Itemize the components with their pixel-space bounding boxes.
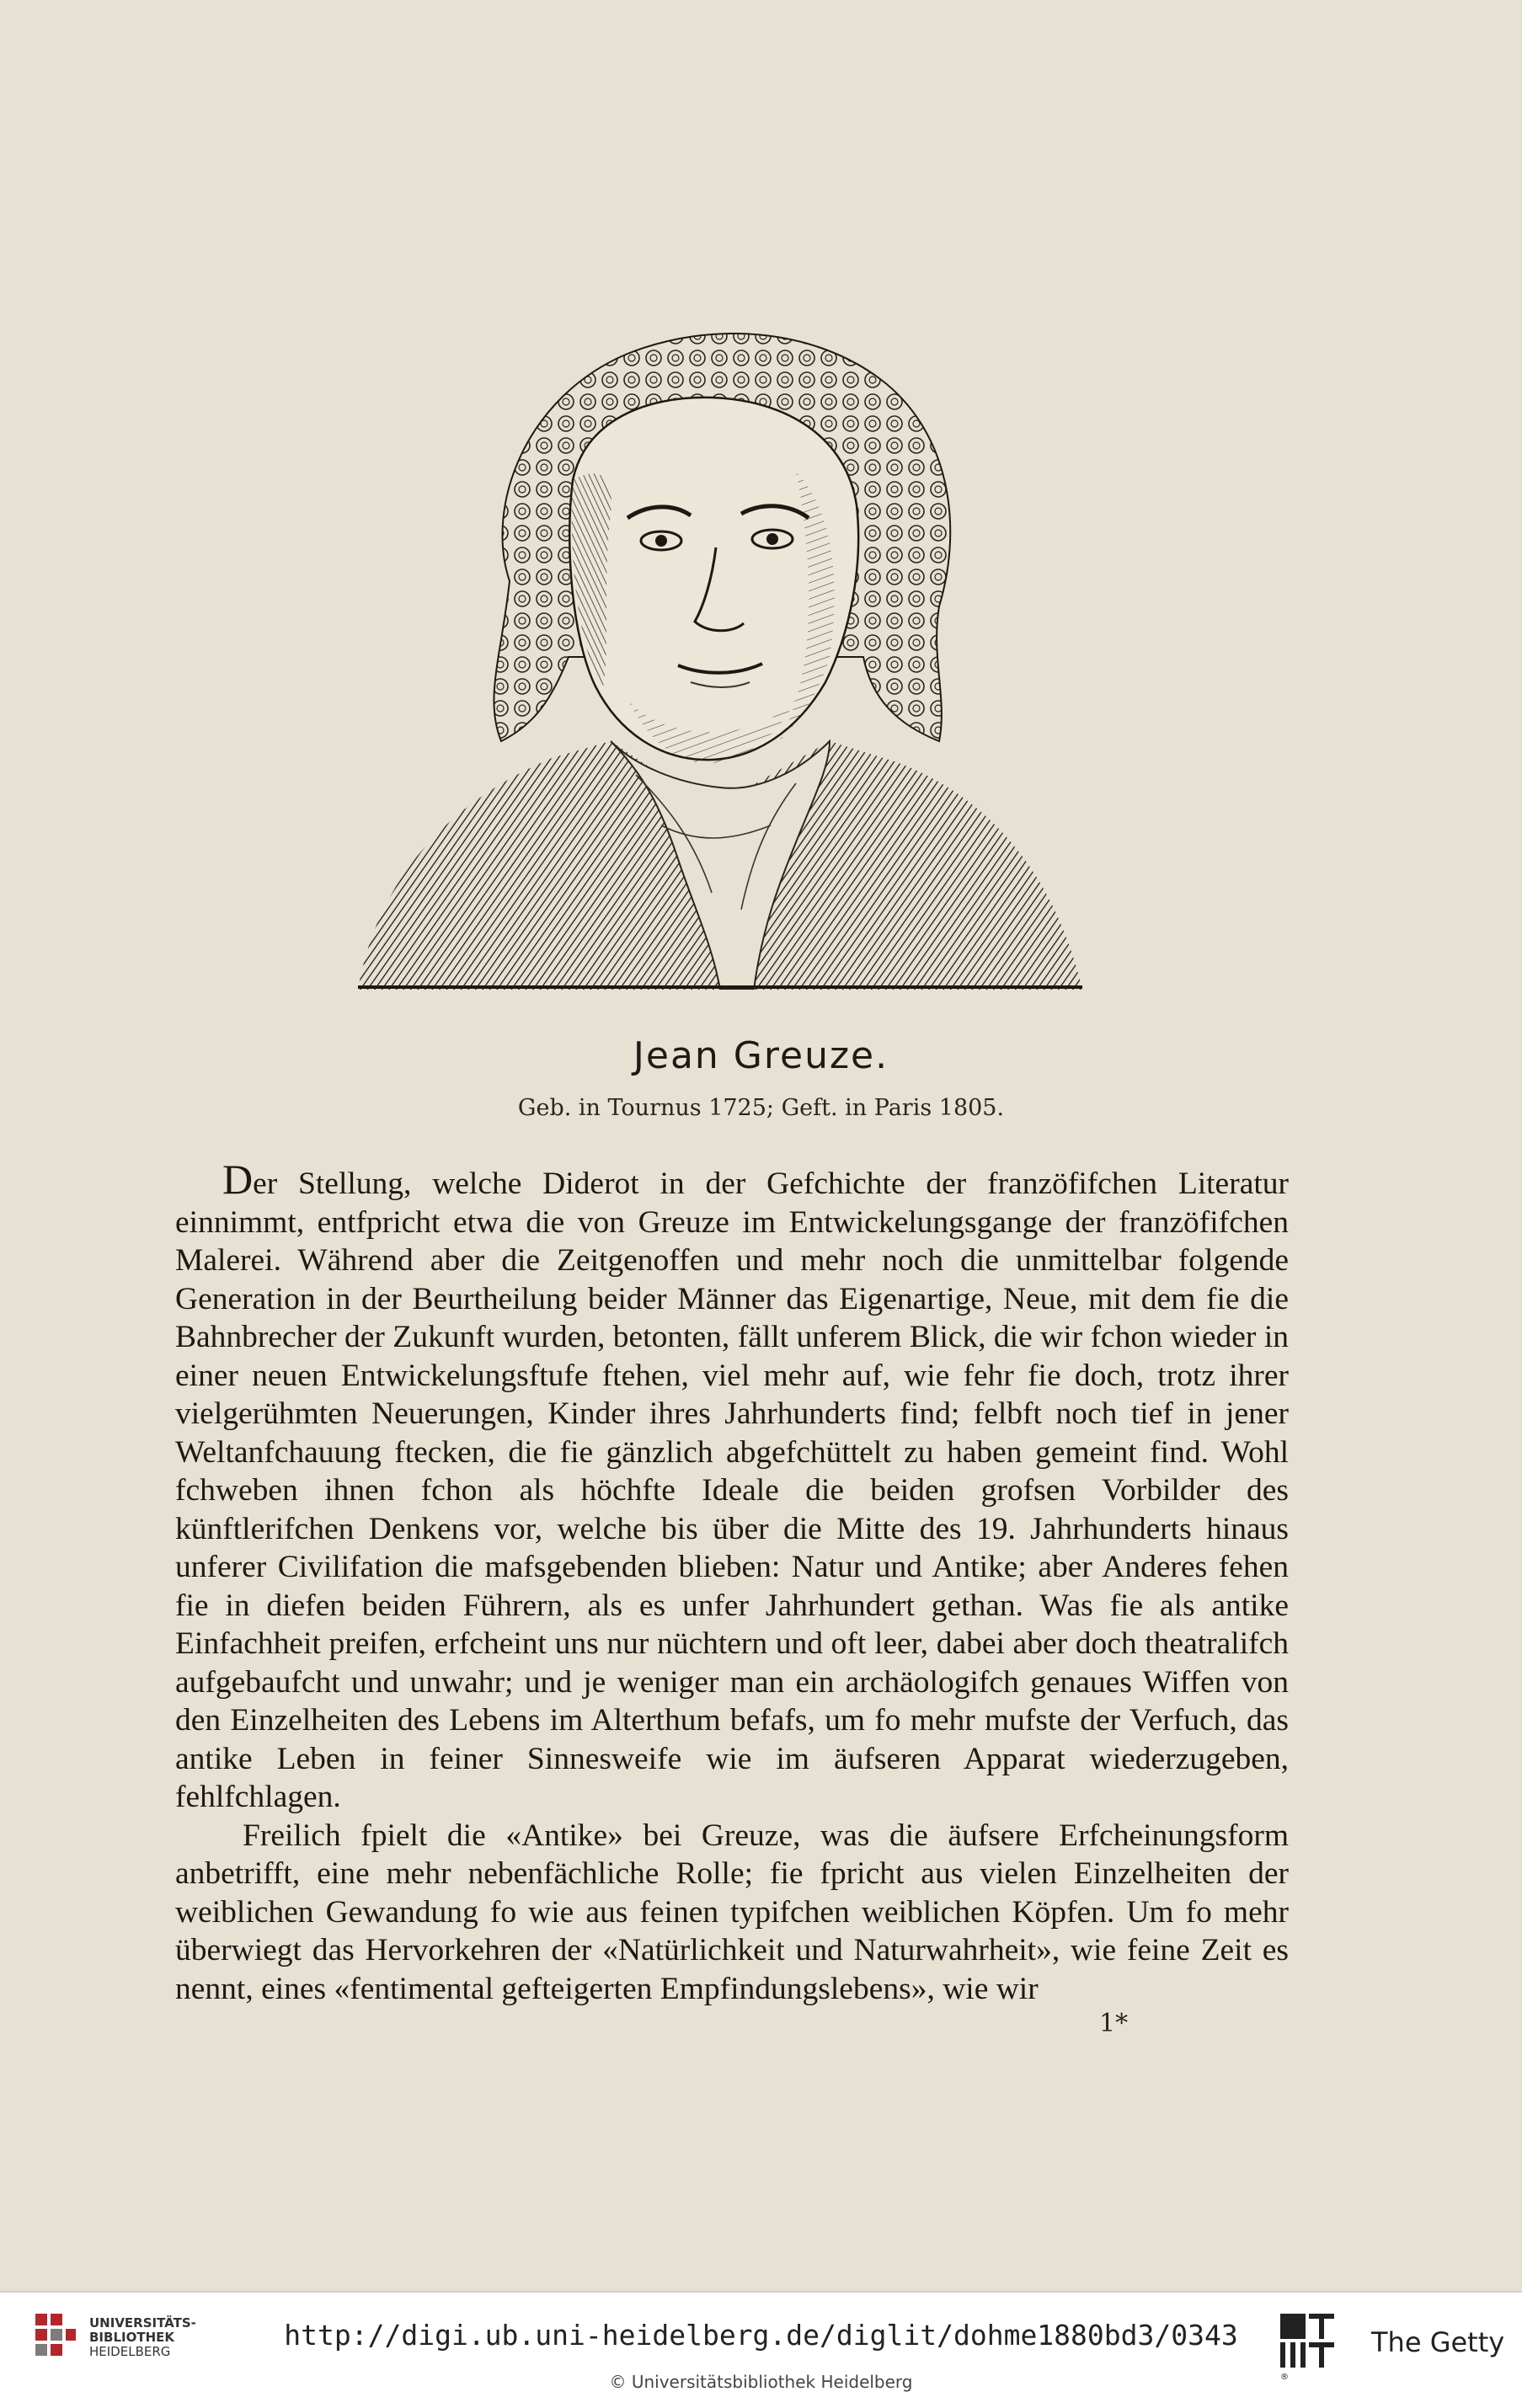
library-name-line3: HEIDELBERG	[89, 2344, 171, 2359]
copyright-notice: © Universitätsbibliothek Heidelberg	[609, 2372, 913, 2392]
svg-text:®: ®	[1280, 2373, 1289, 2381]
library-name-line2: BIBLIOTHEK	[89, 2330, 174, 2345]
portrait-caption: Geb. in Tournus 1725; Geft. in Paris 1805.	[517, 1095, 1005, 1121]
getty-logo-icon	[1279, 2312, 1339, 2381]
portrait-title: Jean Greuze.	[633, 1034, 889, 1077]
portrait-engraving	[358, 303, 1082, 990]
paragraph-1: Der Stellung, welche Diderot in der Gefchichte der franzöfifchen Literatur einnimmt, entfpricht etwa die von Greuze im Entwickelungsgange der franzöfifchen Malerei. Während aber die Zeitgenoffen und mehr noch die unmittelbar folgende Generation in der Beurtheilung beider Männer das Eigenartige, Neue, mit dem fie die Bahnbrecher der Zukunft wurden, betonten, fällt unferem Blick, die wir fchon wieder in einer neuen Entwickelungsftufe ftehen, viel mehr auf, wie fehr fie doch, trotz ihrer vielgerühmten Neuerungen, Kinder ihres Jahrhunderts find; felbft noch tief in jener Weltanfchauung ftecken, die fie gänzlich abgefchüttelt zu haben gemeint find. Wohl fchweben ihnen fchon als höchfte Ideale die beiden grofsen Vorbilder des künftlerifchen Denkens vor, welche bis über die Mitte des 19. Jahrhunderts hinaus unferer Civilifation die mafsgebenden blieben: Natur und Antike; aber Anderes fehen fie in diefen beiden Führern, als es unfer Jahrhundert gethan. Was fie als antike Einfachheit preifen, erfcheint uns nur nüchtern und oft leer, dabei aber doch theatralifch aufgebaufcht und unwahr; und je weniger man ein archäologifch genaues Wiffen von den Einzelheiten des Lebens im Alterthum befafs, um fo mehr mufste der Verfuch, das antike Leben in feiner Sinnesweife wie im äufseren Apparat wiederzugeben, fehlfchlagen.	[175, 1156, 1289, 1814]
page-number: 1*	[1099, 2009, 1129, 2038]
permalink-url[interactable]: http://digi.ub.uni-heidelberg.de/diglit/dohme1880bd3/0343	[284, 2319, 1238, 2352]
paragraph-2: Freilich fpielt die «Antike» bei Greuze, was die äufsere Erfcheinungsform anbetrifft, eine mehr nebenfächliche Rolle; fie fpricht aus vielen Einzelheiten der weiblichen Gewandung fo wie aus feinen typifchen weiblichen Köpfen. Um fo mehr überwiegt das Hervorkehren der «Natürlichkeit und Naturwahrheit», wie feine Zeit es nennt, eines «fentimental gefteigerten Empfindungslebens», wie wir	[175, 1818, 1289, 2006]
partner-name: The Getty	[1371, 2326, 1505, 2358]
article-body	[175, 1156, 1289, 2008]
library-name-line1: UNIVERSITÄTS-	[89, 2315, 196, 2331]
